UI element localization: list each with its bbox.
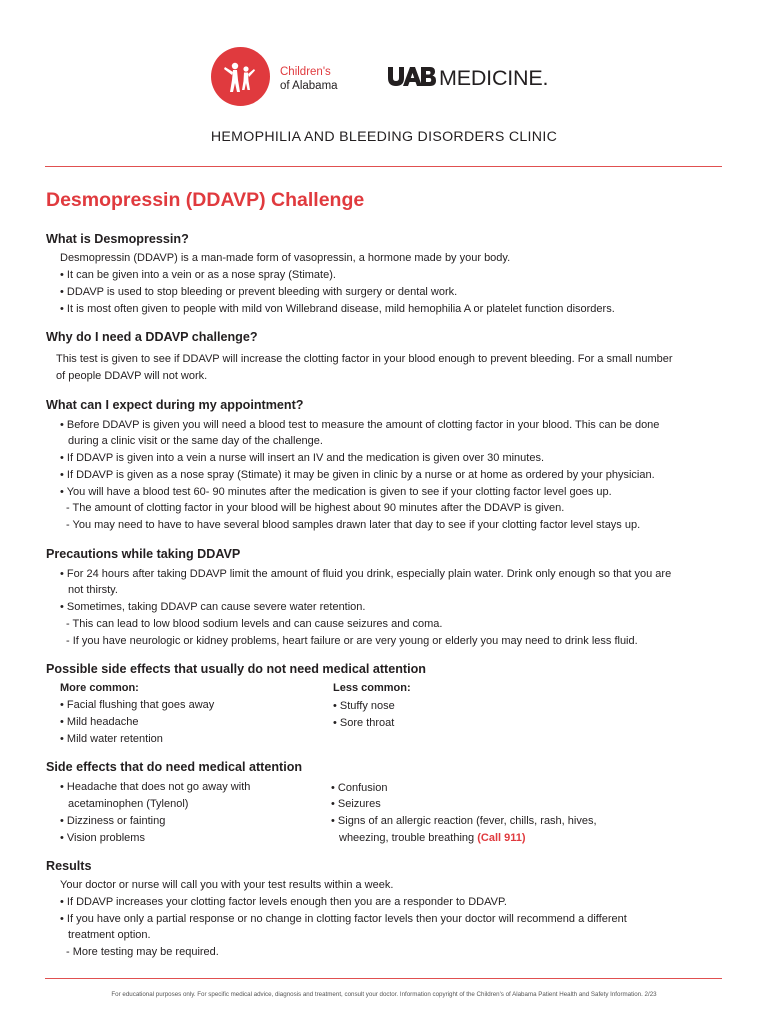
section-heading-results: Results: [46, 859, 92, 873]
list-item: • Sore throat: [333, 717, 395, 729]
more-common-label: More common:: [60, 682, 139, 694]
sub-list-item: - You may need to have to have several blood samples drawn later that day to see if your clotting factor level stays up.: [66, 519, 641, 531]
list-item-continuation: [339, 830, 526, 847]
list-item: • Confusion: [331, 782, 388, 794]
list-item: • Before DDAVP is given you will need a blood test to measure the amount of clotting factor in your blood. This can be done: [60, 419, 660, 431]
page-header: [0, 0, 768, 170]
why-text-line: This test is given to see if DDAVP will increase the clotting factor in your blood enough to prevent bleeding. For a small number: [56, 353, 673, 365]
section-heading-expect: What can I expect during my appointment?: [46, 398, 304, 412]
header-divider: [45, 166, 722, 167]
list-item: • If DDAVP increases your clotting factor levels enough then you are a responder to DDAVP.: [60, 896, 507, 908]
section-heading-why: Why do I need a DDAVP challenge?: [46, 330, 258, 344]
list-item: • It is most often given to people with mild von Willebrand disease, mild hemophilia A or platelet function disorders.: [60, 303, 615, 315]
document-title: Desmopressin (DDAVP) Challenge: [46, 189, 365, 211]
list-item: • You will have a blood test 60- 90 minutes after the medication is given to see if your clotting factor level goes up.: [60, 486, 612, 498]
list-item: • Sometimes, taking DDAVP can cause severe water retention.: [60, 601, 366, 613]
footer-disclaimer: For educational purposes only. For specific medical advice, diagnosis and treatment, consult your doctor. Information copyright of the Children's of Alabama Patient Health and Safety Information. 2/23: [111, 991, 657, 998]
childrens-of-alabama-logo-icon: [211, 47, 270, 106]
list-item: • If DDAVP is given as a nose spray (Stimate) it may be given in clinic by a nurse or at home as ordered by your physician.: [60, 469, 655, 481]
section-heading-minor-side-effects: Possible side effects that usually do not need medical attention: [46, 662, 426, 676]
list-item: • It can be given into a vein or as a nose spray (Stimate).: [60, 269, 336, 281]
list-item: • Mild water retention: [60, 733, 163, 745]
sub-list-item: - If you have neurologic or kidney problems, heart failure or are very young or elderly you may need to drink less fluid.: [66, 635, 638, 647]
list-item: • Stuffy nose: [333, 700, 395, 712]
list-item-continuation: not thirsty.: [68, 584, 118, 596]
allergic-reaction-continuation: wheezing, trouble breathing: [339, 832, 478, 844]
list-item-continuation: treatment option.: [68, 929, 151, 941]
clinic-title: HEMOPHILIA AND BLEEDING DISORDERS CLINIC: [210, 129, 558, 145]
list-item: • Seizures: [331, 798, 381, 810]
childrens-line-2: of Alabama: [280, 80, 338, 92]
sub-list-item: - More testing may be required.: [66, 946, 219, 958]
list-item-continuation: during a clinic visit or the same day of the challenge.: [68, 435, 323, 447]
svg-text:MEDICINE.: MEDICINE.: [439, 66, 549, 87]
list-item-continuation: acetaminophen (Tylenol): [68, 798, 189, 810]
list-item: • For 24 hours after taking DDAVP limit the amount of fluid you drink, especially plain water. Drink only enough so that you are: [60, 568, 672, 580]
sub-list-item: - The amount of clotting factor in your blood will be highest about 90 minutes after the DDAVP is given.: [66, 502, 565, 514]
sub-list-item: - This can lead to low blood sodium levels and can cause seizures and coma.: [66, 618, 443, 630]
list-item: • If you have only a partial response or no change in clotting factor levels then your doctor will recommend a different: [60, 913, 627, 925]
list-item: • If DDAVP is given into a vein a nurse will insert an IV and the medication is given over 30 minutes.: [60, 452, 545, 464]
list-item: • Mild headache: [60, 716, 139, 728]
results-intro: Your doctor or nurse will call you with your test results within a week.: [60, 879, 394, 891]
call-911-warning: (Call 911): [477, 832, 526, 844]
list-item: • Signs of an allergic reaction (fever, chills, rash, hives,: [331, 815, 597, 827]
section-heading-major-side-effects: Side effects that do need medical attention: [46, 760, 303, 774]
list-item: • Dizziness or fainting: [60, 815, 166, 827]
list-item: • Facial flushing that goes away: [60, 699, 215, 711]
list-item: • Vision problems: [60, 832, 145, 844]
childrens-of-alabama-wordmark: [280, 65, 338, 93]
what-is-intro: Desmopressin (DDAVP) is a man-made form of vasopressin, a hormone made by your body.: [60, 252, 511, 264]
list-item: • Headache that does not go away with: [60, 781, 251, 793]
uab-medicine-logo: [388, 65, 560, 87]
footer-divider: [45, 978, 722, 979]
list-item: • DDAVP is used to stop bleeding or prevent bleeding with surgery or dental work.: [60, 286, 458, 298]
childrens-line-1: Children's: [280, 66, 331, 78]
why-text-line: of people DDAVP will not work.: [56, 370, 208, 382]
less-common-label: Less common:: [333, 682, 411, 694]
section-heading-precautions: Precautions while taking DDAVP: [46, 547, 241, 561]
section-heading-what-is: What is Desmopressin?: [46, 232, 189, 246]
